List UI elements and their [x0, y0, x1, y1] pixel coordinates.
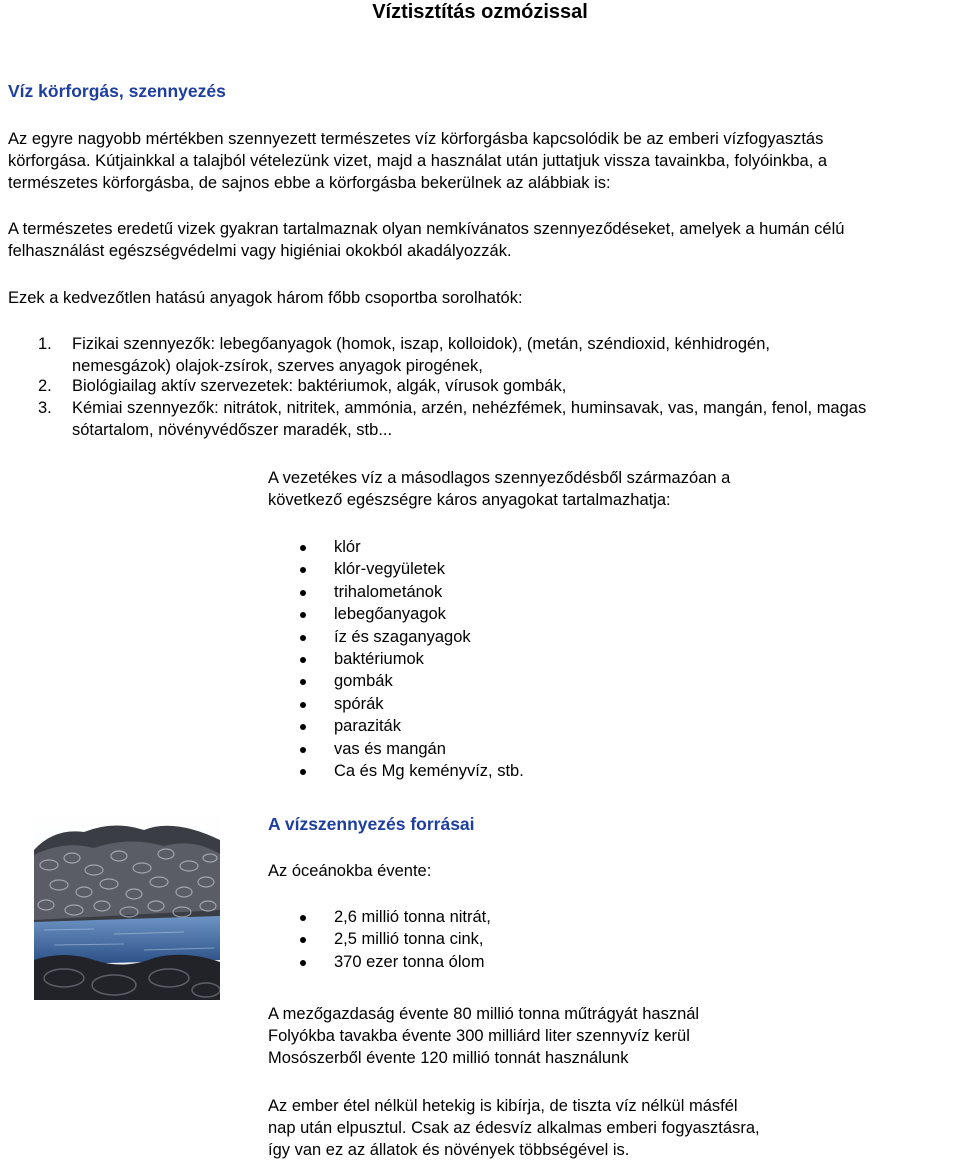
list-item-label: lebegőanyagok — [334, 605, 446, 624]
list-item-label: trihalometánok — [334, 582, 443, 601]
paragraph-line: Az ember étel nélkül hetekig is kibírja, de tiszta víz nélkül másfél — [268, 1097, 738, 1115]
list-line: sótartalom, növényvédőszer maradék, stb... — [72, 421, 393, 439]
secondary-contamination-intro — [268, 467, 948, 511]
list-item-label: íz és szaganyagok — [334, 627, 471, 646]
bullet-icon — [300, 702, 306, 708]
bullet-icon — [300, 679, 306, 685]
list-item-label: vas és mangán — [334, 739, 446, 758]
fact-line: Mosószerből évente 120 millió tonnát használunk — [268, 1049, 629, 1067]
list-item — [292, 738, 524, 760]
list-line: nemesgázok) olajok-zsírok, szerves anyagok pirogének, — [72, 357, 483, 375]
list-item-text — [72, 397, 960, 441]
intro-line: Az egyre nagyobb mértékben szennyezett természetes víz körforgásba kapcsolódik be az emberi vízfogyasztás — [8, 130, 824, 148]
bullet-icon — [300, 747, 306, 753]
list-item-label: Ca és Mg keményvíz, stb. — [334, 761, 524, 780]
bullet-icon — [300, 635, 306, 641]
list-item — [292, 670, 524, 692]
list-item — [292, 581, 524, 603]
list-item — [292, 626, 524, 648]
bullet-icon — [300, 545, 306, 551]
intro-paragraph — [8, 128, 958, 194]
list-item — [292, 760, 524, 782]
bullet-icon — [300, 657, 306, 663]
page-title: Víztisztítás ozmózissal — [372, 1, 588, 23]
bullet-icon — [300, 567, 306, 573]
bullet-icon — [300, 590, 306, 596]
list-item-label: klór-vegyületek — [334, 560, 445, 579]
bullet-icon — [300, 724, 306, 730]
intro-line: körforgása. Kútjainkkal a talajból vételezünk vizet, majd a használat után juttatjuk vissza tavainkba, folyóinkba, a — [8, 152, 828, 170]
list-item — [292, 715, 524, 737]
list-item-label: 370 ezer tonna ólom — [334, 952, 485, 971]
list-item-text — [72, 375, 960, 397]
list-item-label: 2,5 millió tonna cink, — [334, 930, 484, 949]
ocean-pollutants-list — [292, 906, 491, 973]
list-item — [292, 906, 491, 928]
intro-line: természetes körforgásba, de sajnos ebbe a körforgásba bekerülnek az alábbiak is: — [8, 174, 611, 192]
paragraph-line: így van ez az állatok és növények többségével is. — [268, 1141, 630, 1159]
list-line: Kémiai szennyezők: nitrátok, nitritek, ammónia, arzén, nehézfémek, huminsavak, vas, mangán, fenol, magas — [72, 399, 867, 417]
paragraph-line: következő egészségre káros anyagokat tartalmazhatja: — [268, 491, 671, 509]
list-item-label: paraziták — [334, 717, 401, 736]
harmful-substances-list — [292, 536, 524, 782]
bullet-icon — [300, 915, 306, 921]
natural-water-paragraph — [8, 218, 958, 262]
paragraph-line: felhasználást egészségvédelmi vagy higiéniai okokból akadályozzák. — [8, 242, 512, 260]
bullet-icon — [300, 937, 306, 943]
oceans-intro: Az óceánokba évente: — [268, 862, 432, 880]
list-item — [292, 928, 491, 950]
tire-dump-photo — [34, 810, 220, 1000]
list-number: 2. — [38, 377, 52, 395]
paragraph-line: A természetes eredetű vizek gyakran tartalmaznak olyan nemkívánatos szennyeződéseket, amelyek a humán célú — [8, 220, 845, 238]
list-item — [292, 693, 524, 715]
list-number: 1. — [38, 335, 52, 353]
paragraph-line: nap után elpusztul. Csak az édesvíz alkalmas emberi fogyasztásra, — [268, 1119, 760, 1137]
closing-paragraph — [268, 1095, 948, 1161]
fact-line: Folyókba tavakba évente 300 milliárd liter szennyvíz kerül — [268, 1027, 690, 1045]
fact-line: A mezőgazdaság évente 80 millió tonna műtrágyát használ — [268, 1005, 700, 1023]
list-item-label: spórák — [334, 694, 384, 713]
bullet-icon — [300, 612, 306, 618]
list-item-text — [72, 333, 960, 377]
paragraph-line: A vezetékes víz a másodlagos szennyeződésből származóan a — [268, 469, 731, 487]
list-item — [292, 603, 524, 625]
list-item — [292, 648, 524, 670]
list-item-label: 2,6 millió tonna nitrát, — [334, 908, 491, 926]
list-line: Biológiailag aktív szervezetek: baktériumok, algák, vírusok gombák, — [72, 377, 567, 395]
groups-intro: Ezek a kedvezőtlen hatású anyagok három főbb csoportba sorolhatók: — [8, 289, 523, 307]
list-item — [292, 951, 491, 973]
list-item — [292, 558, 524, 580]
list-item-label: gombák — [334, 672, 393, 691]
list-item-label: klór — [334, 538, 361, 556]
pollution-facts — [268, 1003, 948, 1069]
bullet-icon — [300, 769, 306, 775]
list-item-label: baktériumok — [334, 649, 424, 668]
list-item — [292, 536, 524, 558]
section-heading-pollution-sources: A vízszennyezés forrásai — [268, 814, 475, 834]
section-heading-water-cycle: Víz körforgás, szennyezés — [8, 81, 226, 101]
list-line: Fizikai szennyezők: lebegőanyagok (homok, iszap, kolloidok), (metán, széndioxid, kénhidrogén, — [72, 335, 770, 353]
bullet-icon — [300, 960, 306, 966]
list-number: 3. — [38, 399, 52, 417]
